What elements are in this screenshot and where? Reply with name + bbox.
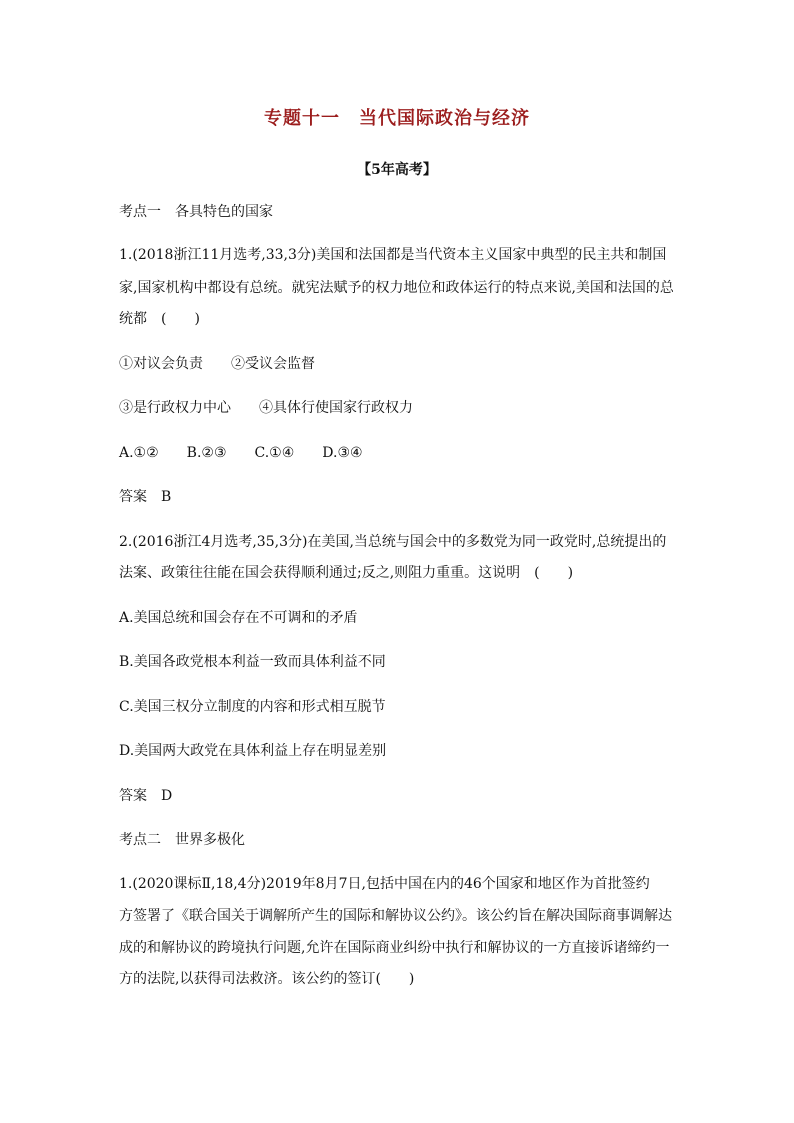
question-2-line-2: 法案、政策往往能在国会获得顺利通过;反之,则阻力重重。这说明 ( ): [119, 565, 574, 581]
question-1-options-row-2: ③是行政权力中心 ④具体行使国家行政权力: [119, 400, 413, 416]
document-subtitle: 【5年高考】: [357, 162, 437, 178]
question-2-option-c: C.美国三权分立制度的内容和形式相互脱节: [119, 699, 386, 715]
question-2-option-b: B.美国各政党根本利益一致而具体利益不同: [119, 654, 386, 670]
question-1-options-row-1: ①对议会负责 ②受议会监督: [119, 356, 315, 372]
question-2-answer: 答案 D: [119, 788, 173, 804]
question-2-option-a: A.美国总统和国会存在不可调和的矛盾: [119, 610, 358, 626]
question-1-line-3: 统都 ( ): [119, 311, 200, 327]
document-title: 专题十一 当代国际政治与经济: [264, 108, 530, 129]
question-2-line-1: 2.(2016浙江4月选考,35,3分)在美国,当总统与国会中的多数党为同一政党时,总统提出的: [119, 534, 667, 550]
question-1-choices: A.①② B.②③ C.①④ D.③④: [119, 445, 363, 461]
question-3-line-1: 1.(2020课标Ⅱ,18,4分)2019年8月7日,包括中国在内的46个国家和地区作为首批签约: [119, 876, 650, 892]
question-1-answer: 答案 B: [119, 489, 172, 505]
question-3-line-4: 方的法院,以获得司法救济。该公约的签订( ): [119, 971, 415, 987]
question-1-line-1: 1.(2018浙江11月选考,33,3分)美国和法国都是当代资本主义国家中典型的民主共和制国: [119, 247, 667, 263]
section-heading-2: 考点二 世界多极化: [119, 832, 245, 848]
question-3-line-3: 成的和解协议的跨境执行问题,允许在国际商业纠纷中执行和解协议的一方直接诉诸缔约一: [119, 940, 670, 956]
section-heading-1: 考点一 各具特色的国家: [119, 204, 273, 220]
question-3-line-2: 方签署了《联合国关于调解所产生的国际和解协议公约》。该公约旨在解决国际商事调解达: [119, 908, 672, 924]
question-1-line-2: 家,国家机构中都设有总统。就宪法赋予的权力地位和政体运行的特点来说,美国和法国的总: [119, 280, 674, 296]
question-2-option-d: D.美国两大政党在具体利益上存在明显差别: [119, 743, 387, 759]
